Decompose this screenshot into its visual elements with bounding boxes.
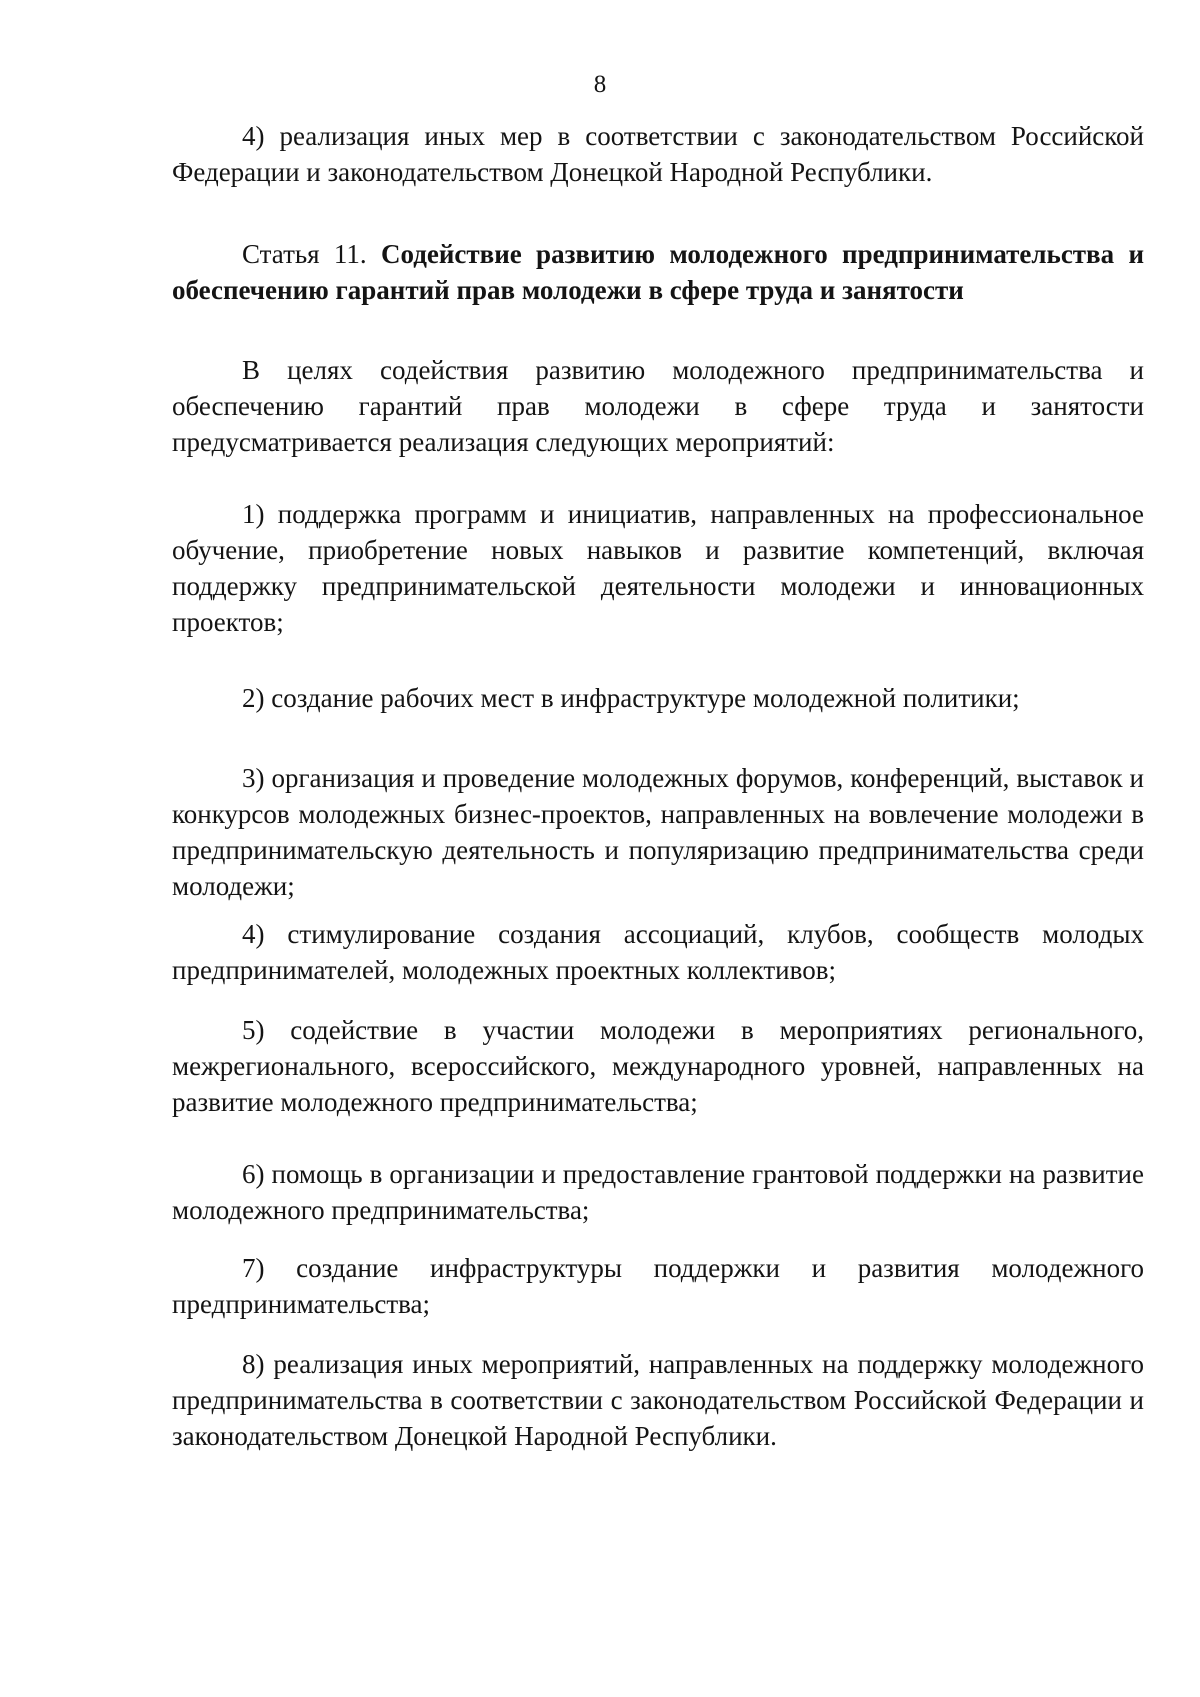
list-item-7: 7) создание инфраструктуры поддержки и развития молодежного предпринимательства; — [172, 1253, 1144, 1319]
previous-clause-item-4: 4) реализация иных мер в соответствии с законодательством Российской Федерации и законодательством Донецкой Народной Республики. — [172, 121, 1144, 187]
article-title: Содействие развитию молодежного предпринимательства и обеспечению гарантий прав молодежи в сфере труда и занятости — [172, 239, 1145, 305]
list-item-2: 2) создание рабочих мест в инфраструктуре молодежной политики; — [242, 683, 1020, 713]
article-heading — [172, 236, 1144, 308]
article-number: Статья 11. — [242, 239, 367, 269]
list-item-1: 1) поддержка программ и инициатив, направленных на профессиональное обучение, приобретение новых навыков и развитие компетенций, включая поддержку предпринимательской деятельности молодежи и инновационных проектов; — [172, 499, 1144, 637]
article-intro-paragraph: В целях содействия развитию молодежного предпринимательства и обеспечению гарантий прав молодежи в сфере труда и занятости предусматривается реализация следующих мероприятий: — [172, 355, 1144, 457]
list-item-4: 4) стимулирование создания ассоциаций, клубов, сообществ молодых предпринимателей, молодежных проектных коллективов; — [172, 919, 1144, 985]
page-number: 8 — [593, 71, 607, 98]
list-item-5: 5) содействие в участии молодежи в мероприятиях регионального, межрегионального, всероссийского, международного уровней, направленных на развитие молодежного предпринимательства; — [172, 1015, 1144, 1117]
list-item-3: 3) организация и проведение молодежных форумов, конференций, выставок и конкурсов молодежных бизнес-проектов, направленных на вовлечение молодежи в предпринимательскую деятельность и популяризацию предпринимательства среди молодежи; — [172, 763, 1144, 901]
list-item-6: 6) помощь в организации и предоставление грантовой поддержки на развитие молодежного предпринимательства; — [172, 1159, 1144, 1225]
list-item-8: 8) реализация иных мероприятий, направленных на поддержку молодежного предпринимательства в соответствии с законодательством Российской Федерации и законодательством Донецкой Народной Республики. — [172, 1349, 1144, 1451]
